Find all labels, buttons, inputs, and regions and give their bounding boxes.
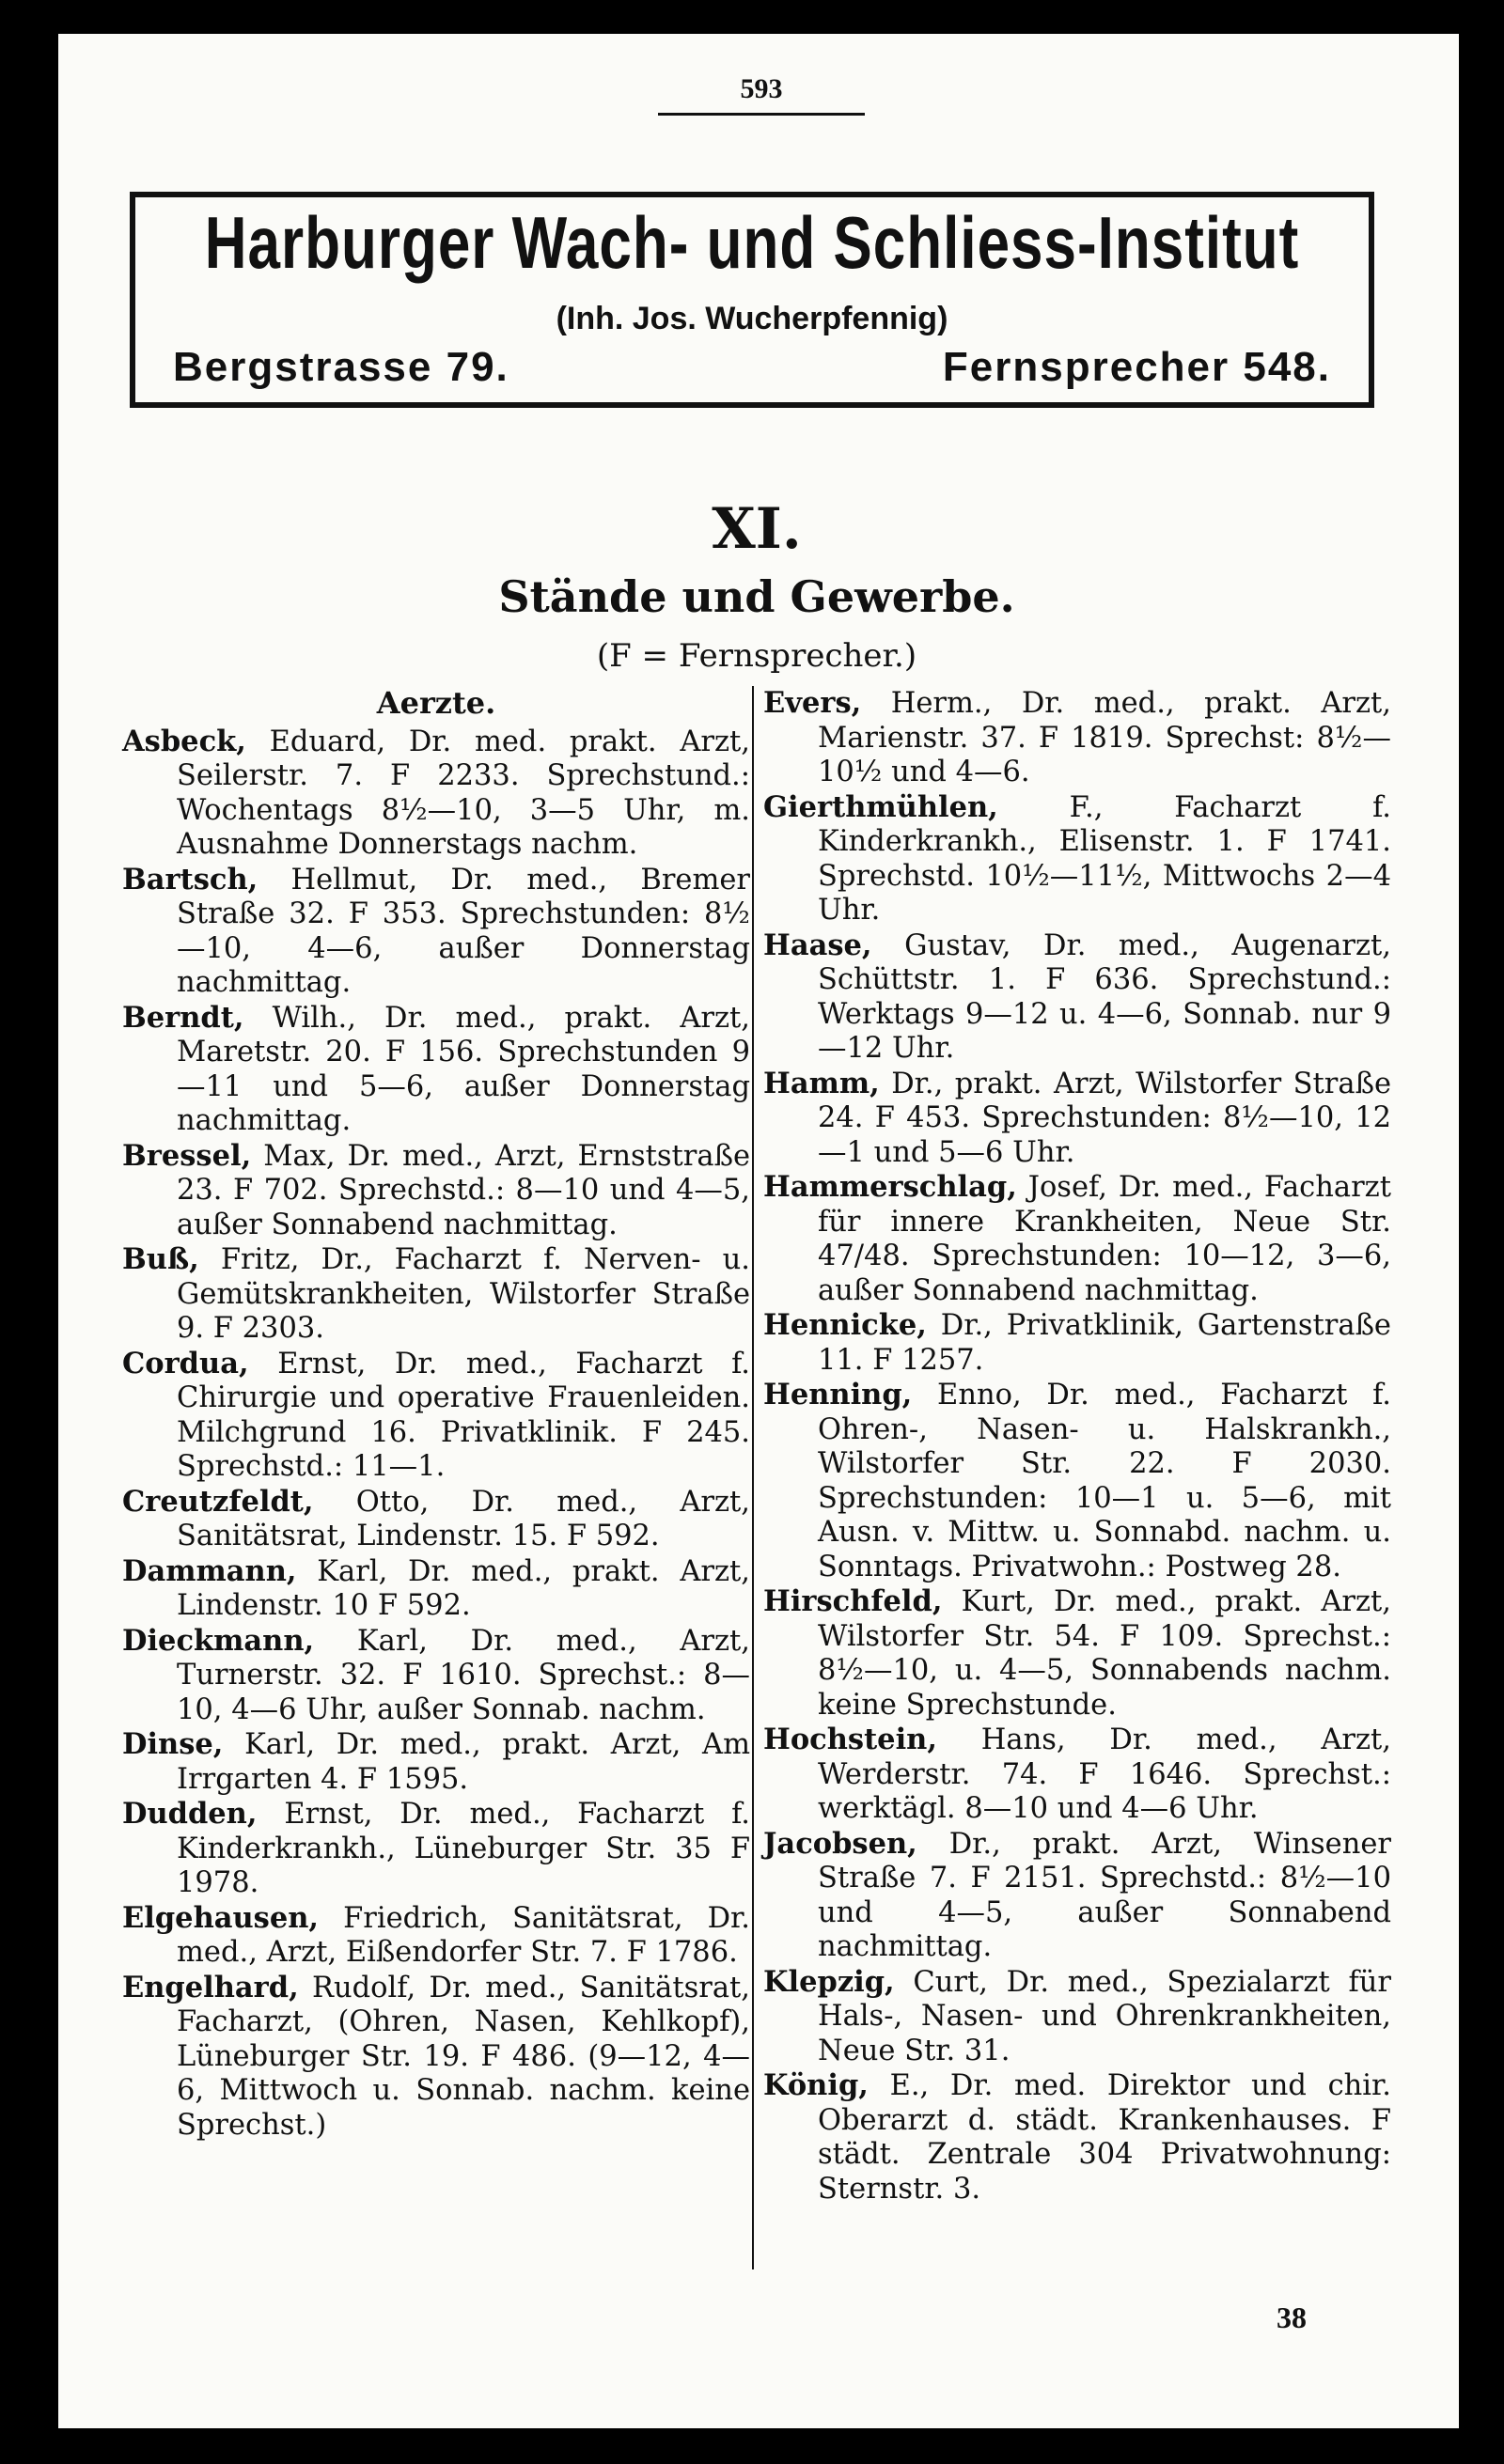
directory-entry <box>122 1485 750 1554</box>
entry-name: Dudden, <box>122 1797 258 1831</box>
entry-details: Josef, Dr. med., Facharzt für innere Krankheiten, Neue Str. 47/48. Sprechstunden: 10—12, 3—6, außer Sonnabend nachmittag. <box>818 1171 1391 1307</box>
entry-name: Hennicke, <box>763 1308 927 1342</box>
entry-name: Hammerschlag, <box>763 1170 1017 1204</box>
entry-name: Bartsch, <box>122 862 258 897</box>
section-heading: Aerzte. <box>376 685 496 721</box>
directory-entry <box>763 790 1391 928</box>
directory-entry <box>763 1170 1391 1308</box>
ad-address: Bergstrasse 79. <box>173 344 509 390</box>
chapter-number: XI. <box>712 496 802 562</box>
entry-name: Haase, <box>763 928 872 962</box>
entry-name: Hamm, <box>763 1066 880 1100</box>
advertisement-box <box>130 192 1374 408</box>
chapter-title: Stände und Gewerbe. <box>498 571 1015 622</box>
entry-name: Gierthmühlen, <box>763 789 998 824</box>
directory-entry <box>122 1242 750 1347</box>
entry-details: E., Dr. med. Direktor und chir. Oberarzt d. städt. Krankenhauses. F städt. Zentrale 304 Privatwohnung: Sternstr. 3. <box>818 2069 1391 2206</box>
directory-entry <box>763 1378 1391 1584</box>
entry-name: Berndt, <box>122 1000 244 1035</box>
right-entry-list <box>763 686 1391 2207</box>
entry-details: Curt, Dr. med., Spezialarzt für Hals-, Nasen- und Ohrenkrankheiten, Neue Str. 31. <box>818 1965 1391 2067</box>
entry-details: Ernst, Dr. med., Facharzt f. Kinderkrankh., Lüneburger Str. 35 F 1978. <box>177 1798 750 1899</box>
entry-details: Max, Dr. med., Arzt, Ernststraße 23. F 702. Sprechstd.: 8—10 und 4—5, außer Sonnabend nachmittag. <box>177 1139 750 1241</box>
entry-details: Karl, Dr. med., prakt. Arzt, Lindenstr. 10 F 592. <box>177 1554 750 1622</box>
entry-details: Karl, Dr. med., prakt. Arzt, Am Irrgarten 4. F 1595. <box>177 1728 750 1796</box>
directory-entry <box>122 1797 750 1901</box>
directory-entry <box>763 1584 1391 1723</box>
entry-details: Dr., prakt. Arzt, Winsener Straße 7. F 2151. Sprechstd.: 8½—10 und 4—5, außer Sonnabend nachmittag. <box>818 1827 1391 1963</box>
entry-name: Cordua, <box>122 1346 249 1380</box>
entry-details: Gustav, Dr. med., Augenarzt, Schüttstr. 1. F 636. Sprechstund.: Werktags 9—12 u. 4—6, Sonnab. nur 9—12 Uhr. <box>818 928 1391 1065</box>
page-number-rule <box>658 113 865 116</box>
directory-entry <box>122 1554 750 1624</box>
entry-details: Otto, Dr. med., Arzt, Sanitätsrat, Lindenstr. 15. F 592. <box>177 1485 750 1552</box>
directory-entry <box>122 863 750 1001</box>
directory-entry <box>763 686 1391 790</box>
directory-entry <box>763 1827 1391 1965</box>
entry-details: Hans, Dr. med., Arzt, Werderstr. 74. F 1646. Sprechst.: werktägl. 8—10 und 4—6 Uhr. <box>818 1723 1391 1825</box>
entry-name: Henning, <box>763 1378 913 1411</box>
directory-entry <box>122 1139 750 1243</box>
entry-name: Bressel, <box>122 1138 252 1173</box>
directory-entry <box>122 1001 750 1139</box>
directory-entry <box>122 1727 750 1797</box>
abbreviation-legend: (F = Fernsprecher.) <box>596 637 917 675</box>
entry-name: Hirschfeld, <box>763 1584 943 1618</box>
entry-name: Hochstein, <box>763 1723 937 1756</box>
directory-entry <box>122 1624 750 1728</box>
directory-entry <box>122 1971 750 2144</box>
ad-phone: Fernsprecher 548. <box>942 344 1331 390</box>
entry-name: Dieckmann, <box>122 1623 315 1658</box>
directory-entry <box>763 1723 1391 1827</box>
directory-entry <box>122 725 750 863</box>
left-column <box>122 686 750 2143</box>
directory-entry <box>763 1308 1391 1378</box>
directory-entry <box>763 1067 1391 1171</box>
sheet-signature: 38 <box>1277 2300 1307 2334</box>
right-column <box>763 686 1391 2207</box>
entry-details: Fritz, Dr., Facharzt f. Nerven- u. Gemütskrankheiten, Wilstorfer Straße 9. F 2303. <box>177 1243 750 1345</box>
entry-details: F., Facharzt f. Kinderkrankh., Elisenstr. 1. F 1741. Sprechstd. 10½—11½, Mittwochs 2—4 Uhr. <box>818 790 1391 927</box>
directory-entry <box>763 2068 1391 2207</box>
ad-owner: (Inh. Jos. Wucherpfennig) <box>556 301 948 336</box>
directory-entry <box>763 928 1391 1067</box>
entry-details: Rudolf, Dr. med., Sanitätsrat, Facharzt, (Ohren, Nasen, Kehlkopf), Lüneburger Str. 19. F 486. (9—12, 4—6, Mittwoch u. Sonnab. nachm. keine Sprechst.) <box>177 1971 750 2142</box>
entry-details: Wilh., Dr. med., prakt. Arzt, Maretstr. 20. F 156. Sprechstunden 9—11 und 5—6, außer Donnerstag nachmittag. <box>177 1001 750 1137</box>
directory-entry <box>122 1901 750 1971</box>
entry-details: Karl, Dr. med., Arzt, Turnerstr. 32. F 1610. Sprechst.: 8—10, 4—6 Uhr, außer Sonnab. nachm. <box>177 1624 750 1726</box>
entry-name: Asbeck, <box>122 724 246 758</box>
entry-details: Kurt, Dr. med., prakt. Arzt, Wilstorfer Str. 54. F 109. Sprechst.: 8½—10, u. 4—5, Sonnabends nachm. keine Sprechstunde. <box>818 1585 1391 1722</box>
page-number: 593 <box>740 73 783 104</box>
entry-name: Elgehausen, <box>122 1900 320 1935</box>
entry-details: Enno, Dr. med., Facharzt f. Ohren-, Nasen- u. Halskrankh., Wilstorfer Str. 22. F 2030. Sprechstunden: 10—1 u. 5—6, mit Ausn. v. Mittw. u. Sonnabd. nachm. u. Sonntags. Privatwohn.: Postweg 28. <box>818 1379 1391 1583</box>
directory-entry <box>122 1347 750 1485</box>
entry-name: Creutzfeldt, <box>122 1484 314 1519</box>
entry-details: Friedrich, Sanitätsrat, Dr. med., Arzt, Eißendorfer Str. 7. F 1786. <box>177 1901 750 1969</box>
left-entry-list <box>122 725 750 2144</box>
entry-name: Dammann, <box>122 1553 297 1588</box>
entry-name: Buß, <box>122 1242 199 1276</box>
entry-details: Hellmut, Dr. med., Bremer Straße 32. F 353. Sprechstunden: 8½—10, 4—6, außer Donnerstag nachmittag. <box>177 863 750 999</box>
entry-name: Evers, <box>763 686 862 720</box>
entry-name: Jacobsen, <box>763 1826 917 1861</box>
entry-details: Eduard, Dr. med. prakt. Arzt, Seilerstr. 7. F 2233. Sprechstund.: Wochentags 8½—10, 3—5 Uhr, m. Ausnahme Donnerstags nachm. <box>177 725 750 861</box>
entry-name: Klepzig, <box>763 1964 895 1999</box>
entry-details: Dr., prakt. Arzt, Wilstorfer Straße 24. F 453. Sprechstunden: 8½—10, 12—1 und 5—6 Uhr. <box>818 1067 1391 1169</box>
entry-details: Dr., Privatklinik, Gartenstraße 11. F 1257. <box>818 1309 1391 1377</box>
entry-name: König, <box>763 2068 869 2102</box>
entry-name: Engelhard, <box>122 1970 299 2004</box>
column-divider <box>752 686 754 2269</box>
entry-details: Ernst, Dr. med., Facharzt f. Chirurgie und operative Frauenleiden. Milchgrund 16. Privatklinik. F 245. Sprechstd.: 11—1. <box>177 1347 750 1483</box>
entry-name: Dinse, <box>122 1727 224 1761</box>
entry-details: Herm., Dr. med., prakt. Arzt, Marienstr. 37. F 1819. Sprechst: 8½—10½ und 4—6. <box>818 687 1391 788</box>
directory-entry <box>763 1965 1391 2069</box>
ad-company-name: Harburger Wach- und Schliess-Institut <box>204 203 1300 285</box>
